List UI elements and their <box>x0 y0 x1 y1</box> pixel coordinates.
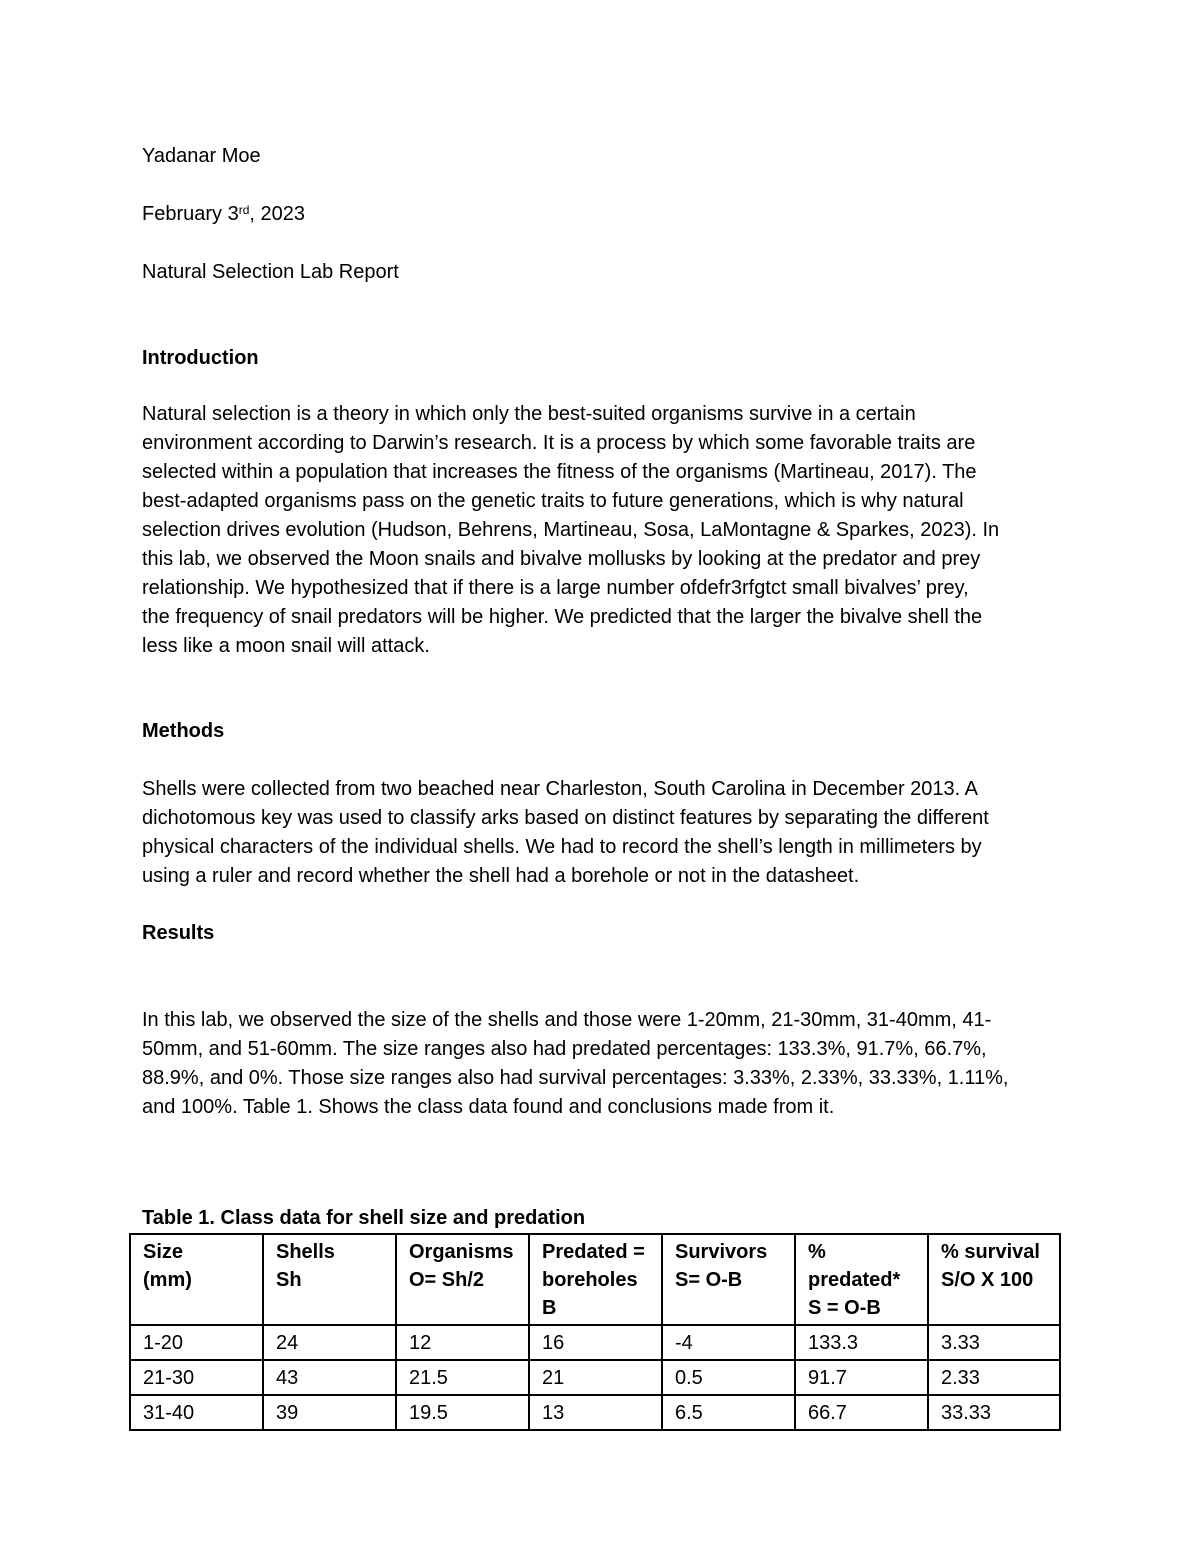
methods-paragraph <box>142 775 1062 891</box>
header-line: B <box>542 1297 557 1319</box>
header-survivors <box>662 1234 795 1325</box>
table-cell: 24 <box>263 1325 396 1360</box>
paragraph-line: 50mm, and 51-60mm. The size ranges also had predated percentages: 133.3%, 91.7%, 66.7%, <box>142 1038 987 1060</box>
header-line: Size <box>143 1241 184 1263</box>
header-line: (mm) <box>143 1269 192 1291</box>
header-line: S/O X 100 <box>941 1269 1034 1291</box>
table-cell: 39 <box>263 1395 396 1430</box>
table-cell: 19.5 <box>396 1395 529 1430</box>
paragraph-line: best-adapted organisms pass on the genetic traits to future generations, which is why natural <box>142 490 964 512</box>
header-line: predated* <box>808 1269 901 1291</box>
table-cell: 2.33 <box>928 1360 1060 1395</box>
header-line: S= O-B <box>675 1269 743 1291</box>
header-shells <box>263 1234 396 1325</box>
report-date <box>142 202 305 226</box>
table-cell: 21-30 <box>130 1360 263 1395</box>
paragraph-line: environment according to Darwin’s research. It is a process by which some favorable traits are <box>142 432 976 454</box>
table-cell: 12 <box>396 1325 529 1360</box>
header-line: Predated = <box>542 1241 645 1263</box>
table-cell: 6.5 <box>662 1395 795 1430</box>
shell-data-table <box>129 1233 1061 1431</box>
paragraph-line: less like a moon snail will attack. <box>142 635 430 657</box>
table-cell: 133.3 <box>795 1325 928 1360</box>
header-line: Sh <box>276 1269 302 1291</box>
header-line: % <box>808 1241 826 1263</box>
header-line: Survivors <box>675 1241 768 1263</box>
header-line: % survival <box>941 1241 1040 1263</box>
header-line: S = O-B <box>808 1297 881 1319</box>
paragraph-line: selected within a population that increases the fitness of the organisms (Martineau, 2017). The <box>142 461 977 483</box>
table-cell: -4 <box>662 1325 795 1360</box>
date-suffix: , 2023 <box>249 203 305 225</box>
author-name: Yadanar Moe <box>142 145 261 167</box>
table-cell: 16 <box>529 1325 662 1360</box>
header-line: Organisms <box>409 1241 514 1263</box>
table-row <box>130 1325 1060 1360</box>
table-cell: 33.33 <box>928 1395 1060 1430</box>
paragraph-line: 88.9%, and 0%. Those size ranges also had survival percentages: 3.33%, 2.33%, 33.33%, 1.11%, <box>142 1067 1009 1089</box>
table-cell: 13 <box>529 1395 662 1430</box>
paragraph-line: this lab, we observed the Moon snails and bivalve mollusks by looking at the predator and prey <box>142 548 981 570</box>
table-row <box>130 1360 1060 1395</box>
header-line: boreholes <box>542 1269 638 1291</box>
methods-heading: Methods <box>142 720 225 742</box>
header-size <box>130 1234 263 1325</box>
header-percent-survival <box>928 1234 1060 1325</box>
date-prefix: February 3 <box>142 203 239 225</box>
table-cell: 31-40 <box>130 1395 263 1430</box>
paragraph-line: relationship. We hypothesized that if there is a large number ofdefr3rfgtct small bivalves’ prey, <box>142 577 969 599</box>
date-superscript: rd <box>238 203 250 217</box>
table-cell: 91.7 <box>795 1360 928 1395</box>
header-line: O= Sh/2 <box>409 1269 485 1291</box>
results-paragraph <box>142 1006 1062 1122</box>
paragraph-line: Natural selection is a theory in which only the best-suited organisms survive in a certain <box>142 403 916 425</box>
table-cell: 1-20 <box>130 1325 263 1360</box>
paragraph-line: Shells were collected from two beached near Charleston, South Carolina in December 2013. A <box>142 778 979 800</box>
table-caption: Table 1. Class data for shell size and predation <box>142 1207 586 1229</box>
table-header-row <box>130 1234 1060 1325</box>
table-cell: 66.7 <box>795 1395 928 1430</box>
table-cell: 0.5 <box>662 1360 795 1395</box>
table-cell: 43 <box>263 1360 396 1395</box>
header-predated <box>529 1234 662 1325</box>
paragraph-line: physical characters of the individual shells. We had to record the shell’s length in millimeters by <box>142 836 982 858</box>
paragraph-line: In this lab, we observed the size of the shells and those were 1-20mm, 21-30mm, 31-40mm, 41- <box>142 1009 992 1031</box>
header-organisms <box>396 1234 529 1325</box>
table-cell: 21 <box>529 1360 662 1395</box>
paragraph-line: and 100%. Table 1. Shows the class data found and conclusions made from it. <box>142 1096 835 1118</box>
paragraph-line: selection drives evolution (Hudson, Behrens, Martineau, Sosa, LaMontagne & Sparkes, 2023). In <box>142 519 1000 541</box>
report-title: Natural Selection Lab Report <box>142 261 399 283</box>
paragraph-line: the frequency of snail predators will be higher. We predicted that the larger the bivalve shell the <box>142 606 983 628</box>
table-cell: 21.5 <box>396 1360 529 1395</box>
introduction-heading: Introduction <box>142 347 259 369</box>
table-row <box>130 1395 1060 1430</box>
header-percent-predated <box>795 1234 928 1325</box>
results-heading: Results <box>142 922 215 944</box>
table-cell: 3.33 <box>928 1325 1060 1360</box>
introduction-paragraph <box>142 400 1062 661</box>
paragraph-line: dichotomous key was used to classify arks based on distinct features by separating the different <box>142 807 989 829</box>
header-line: Shells <box>276 1241 335 1263</box>
paragraph-line: using a ruler and record whether the shell had a borehole or not in the datasheet. <box>142 865 860 887</box>
